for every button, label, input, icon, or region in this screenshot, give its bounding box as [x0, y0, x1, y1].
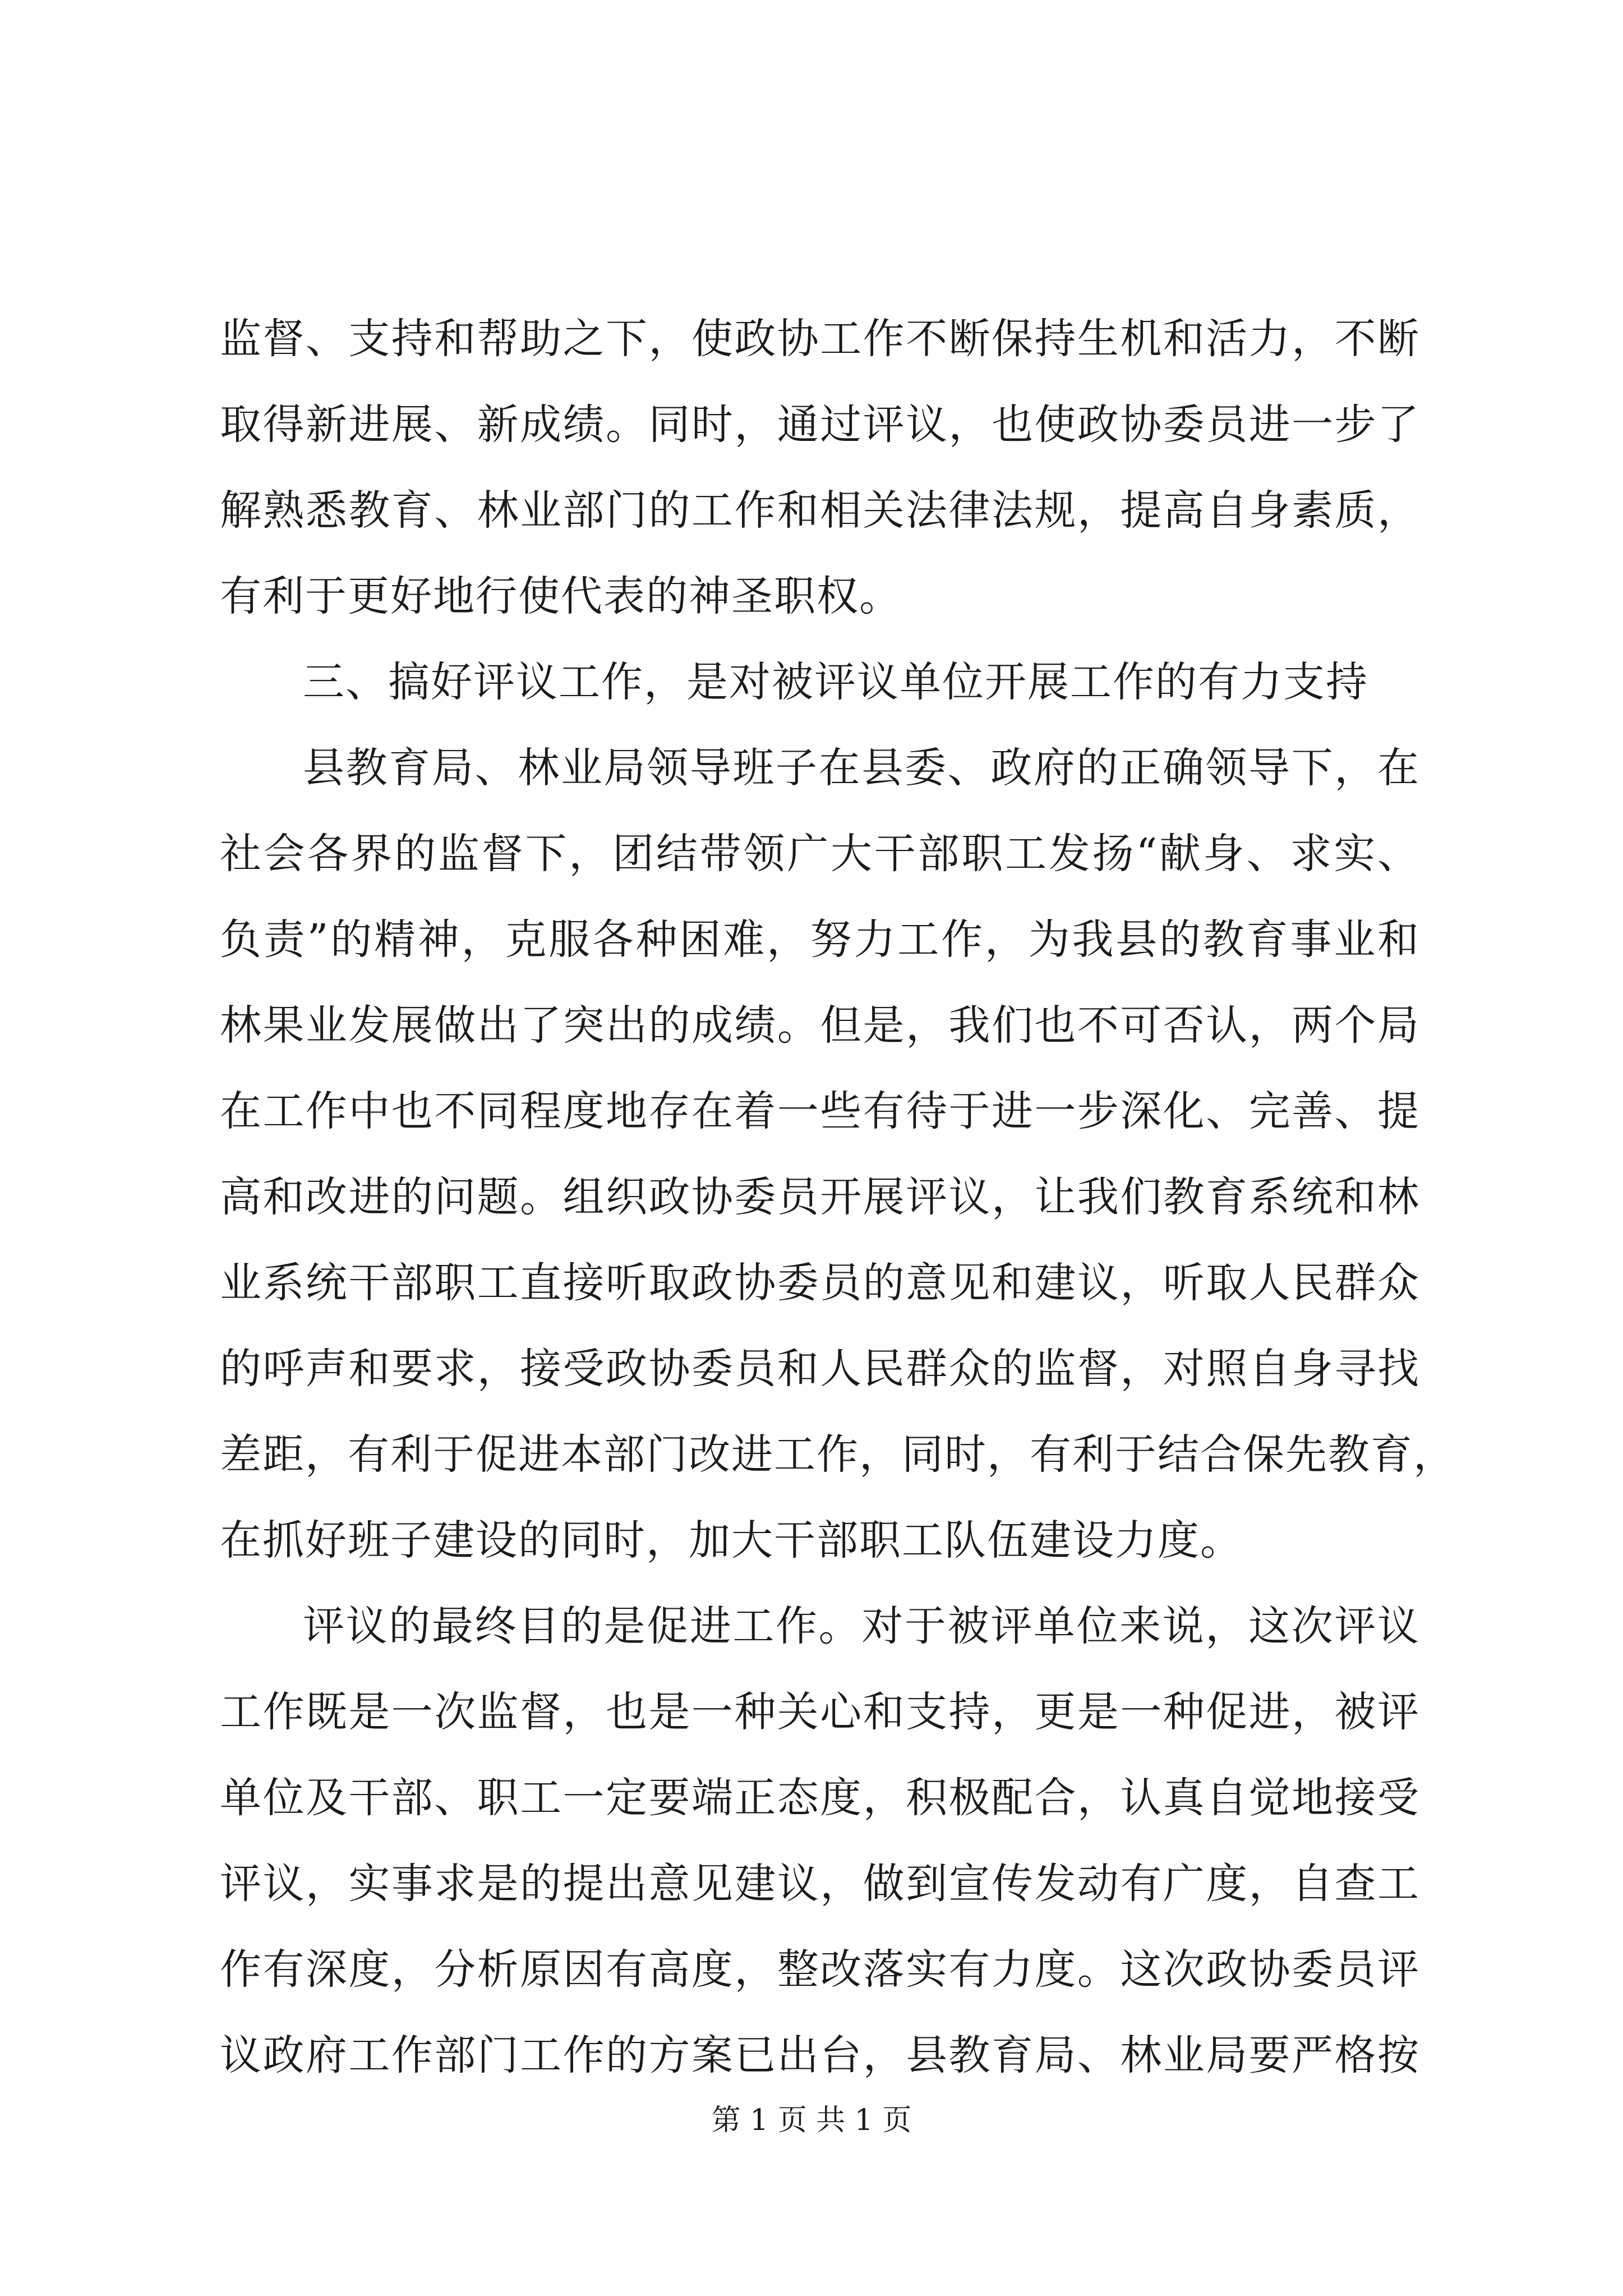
text-line: 业系统干部职工直接听取政协委员的意见和建议，听取人民群众 — [220, 1259, 1420, 1307]
text-line: 负责”的精神，克服各种困难，努力工作，为我县的教育事业和 — [220, 915, 1420, 964]
text-line: 林果业发展做出了突出的成绩。但是，我们也不可否认，两个局 — [220, 1001, 1420, 1050]
page-number: 第 1 页 共 1 页 — [711, 2104, 912, 2137]
text-line: 解熟悉教育、林业部门的工作和相关法律法规，提高自身素质， — [220, 486, 1420, 535]
text-line: 在抓好班子建设的同时，加大干部职工队伍建设力度。 — [220, 1516, 1243, 1565]
text-line: 高和改进的问题。组织政协委员开展评议，让我们教育系统和林 — [220, 1173, 1420, 1221]
text-line: 社会各界的监督下，团结带领广大干部职工发扬“献身、求实、 — [220, 830, 1420, 878]
text-line: 工作既是一次监督，也是一种关心和支持，更是一种促进，被评 — [220, 1688, 1420, 1736]
text-line: 有利于更好地行使代表的神圣职权。 — [220, 572, 902, 620]
document-body — [220, 296, 1456, 2099]
text-line: 在工作中也不同程度地存在着一些有待于进一步深化、完善、提 — [220, 1087, 1420, 1135]
text-line: 作有深度，分析原因有高度，整改落实有力度。这次政协委员评 — [220, 1945, 1420, 1994]
section-heading: 三、搞好评议工作，是对被评议单位开展工作的有力支持 — [303, 658, 1368, 706]
text-line: 评议，实事求是的提出意见建议，做到宣传发动有广度，自查工 — [220, 1860, 1420, 1908]
page-footer — [0, 2101, 1623, 2140]
text-line: 评议的最终目的是促进工作。对于被评单位来说，这次评议 — [303, 1602, 1420, 1650]
text-line: 县教育局、林业局领导班子在县委、政府的正确领导下，在 — [303, 744, 1420, 792]
text-line: 监督、支持和帮助之下，使政协工作不断保持生机和活力，不断 — [220, 315, 1420, 363]
text-line: 单位及干部、职工一定要端正态度，积极配合，认真自觉地接受 — [220, 1774, 1420, 1822]
text-line: 议政府工作部门工作的方案已出台，县教育局、林业局要严格按 — [220, 2031, 1420, 2079]
text-line: 差距，有利于促进本部门改进工作，同时，有利于结合保先教育， — [220, 1430, 1456, 1479]
text-line: 取得新进展、新成绩。同时，通过评议，也使政协委员进一步了 — [220, 401, 1420, 449]
text-line: 的呼声和要求，接受政协委员和人民群众的监督，对照自身寻找 — [220, 1345, 1420, 1393]
